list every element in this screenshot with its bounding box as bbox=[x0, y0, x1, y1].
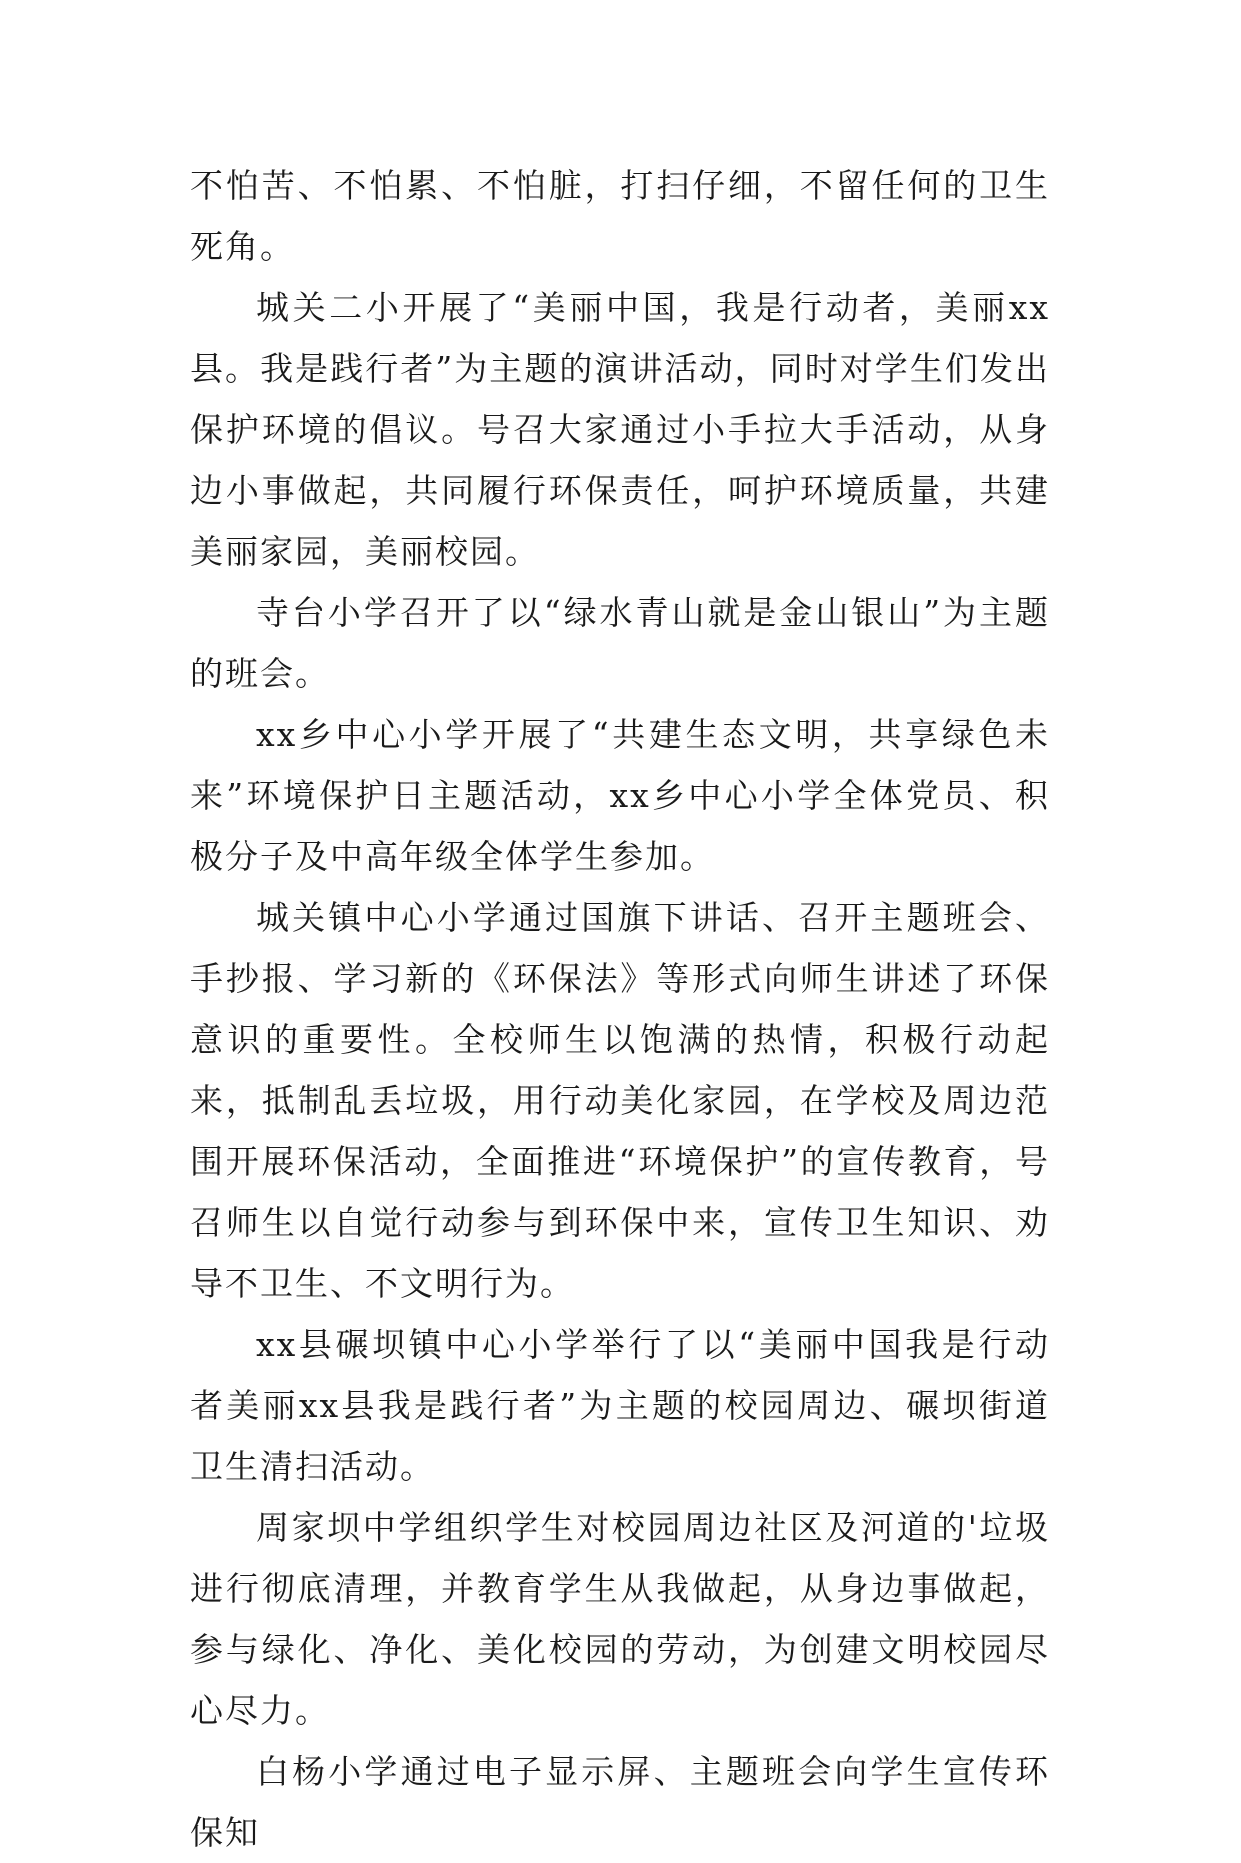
paragraph: 寺台小学召开了以“绿水青山就是金山银山”为主题的班会。 bbox=[190, 593, 1050, 693]
paragraph: xx县碾坝镇中心小学举行了以“美丽中国我是行动者美丽xx县我是践行者”为主题的校园周边、碾坝街道卫生清扫活动。 bbox=[190, 1325, 1050, 1486]
paragraph: xx乡中心小学开展了“共建生态文明，共享绿色未来”环境保护日主题活动，xx乡中心小学全体党员、积极分子及中高年级全体学生参加。 bbox=[190, 715, 1050, 876]
paragraph: 城关二小开展了“美丽中国，我是行动者，美丽xx县。我是践行者”为主题的演讲活动，同时对学生们发出保护环境的倡议。号召大家通过小手拉大手活动，从身边小事做起，共同履行环保责任，呵护环境质量，共建美丽家园，美丽校园。 bbox=[190, 288, 1050, 571]
paragraph: 白杨小学通过电子显示屏、主题班会向学生宣传环保知 bbox=[190, 1752, 1050, 1852]
paragraph: 城关镇中心小学通过国旗下讲话、召开主题班会、手抄报、学习新的《环保法》等形式向师生讲述了环保意识的重要性。全校师生以饱满的热情，积极行动起来，抵制乱丢垃圾，用行动美化家园，在学校及周边范围开展环保活动，全面推进“环境保护”的宣传教育，号召师生以自觉行动参与到环保中来，宣传卫生知识、劝导不卫生、不文明行为。 bbox=[190, 898, 1050, 1303]
paragraph: 不怕苦、不怕累、不怕脏，打扫仔细，不留任何的卫生死角。 bbox=[190, 166, 1050, 266]
document-body bbox=[190, 155, 1050, 1863]
paragraph: 周家坝中学组织学生对校园周边社区及河道的'垃圾进行彻底清理，并教育学生从我做起，从身边事做起，参与绿化、净化、美化校园的劳动，为创建文明校园尽心尽力。 bbox=[190, 1508, 1050, 1730]
